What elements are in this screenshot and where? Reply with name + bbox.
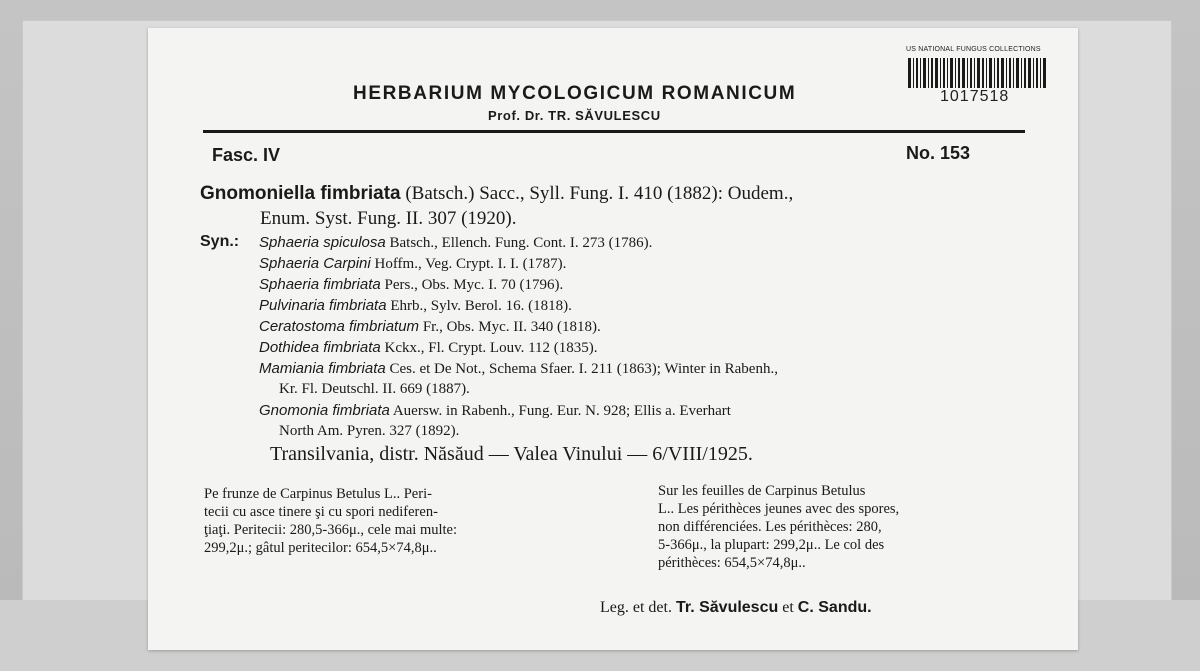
synonym-row [259,402,731,420]
synonym-ref: Kckx., Fl. Crypt. Louv. 112 (1835). [380,340,598,356]
barcode-header: US NATIONAL FUNGUS COLLECTIONS [906,46,1041,53]
specimen-number: No. 153 [906,143,971,163]
synonym-ref: Hoffm., Veg. Crypt. I. I. (1787). [370,256,567,272]
synonym-name: Mamiania fimbriata [259,360,386,377]
synonym-ref: Pers., Obs. Myc. I. 70 (1796). [380,277,564,293]
herbarium-title: HERBARIUM MYCOLOGICUM ROMANICUM [353,83,797,104]
synonym-continuation: Kr. Fl. Deutschl. II. 669 (1887). [279,381,470,397]
synonym-row [259,255,566,273]
description-line: Pe frunze de Carpinus Betulus L.. Peri- [204,486,432,502]
description-french [658,482,899,572]
fascicle-number: Fasc. IV [212,145,281,165]
synonym-ref: Batsch., Ellench. Fung. Cont. I. 273 (1786). [385,235,653,251]
description-line: ţiaţi. Peritecii: 280,5-366μ., cele mai multe: [204,522,457,538]
synonym-name: Pulvinaria fimbriata [259,297,387,314]
species-name: Gnomoniella fimbriata [200,183,401,204]
description-line: L.. Les périthèces jeunes avec des spores, [658,501,900,517]
barcode [908,58,1048,88]
synonym-row [259,297,572,315]
description-line: 5-366μ., la plupart: 299,2μ.. Le col des [658,537,885,553]
description-romanian [204,485,457,557]
herbarium-label [148,28,1078,650]
locality: Transilvania, distr. Năsăud — Valea Vinului — 6/VIII/1925. [270,443,753,465]
synonym-ref: Fr., Obs. Myc. II. 340 (1818). [419,319,601,335]
barcode-number: 1017518 [940,88,1010,105]
synonym-row [259,339,598,357]
synonym-name: Ceratostoma fimbriatum [259,318,420,335]
synonym-ref: Ehrb., Sylv. Berol. 16. (1818). [386,298,572,314]
synonym-name: Sphaeria fimbriata [259,276,381,293]
species-citation-1: (Batsch.) Sacc., Syll. Fung. I. 410 (1882): Oudem., [400,183,794,204]
synonym-name: Dothidea fimbriata [259,339,381,356]
synonym-row [259,360,778,378]
description-line: tecii cu asce tinere şi cu spori nediferen- [204,504,438,520]
synonym-continuation: North Am. Pyren. 327 (1892). [279,423,460,439]
synonym-name: Gnomonia fimbriata [259,402,390,419]
synonym-name: Sphaeria Carpini [259,255,371,272]
synonym-row [259,276,563,294]
header-rule [203,130,1025,133]
collector-2: C. Sandu. [797,599,872,616]
collector-1: Tr. Săvulescu [675,599,779,616]
legit-determinavit [600,599,872,617]
species-citation-2: Enum. Syst. Fung. II. 307 (1920). [260,208,517,229]
description-line: 299,2μ.; gâtul peritecilor: 654,5×74,8μ.. [204,540,437,556]
synonym-name: Sphaeria spiculosa [259,234,386,251]
description-line: non différenciées. Les périthèces: 280, [658,519,882,535]
species-citation [200,183,793,205]
synonym-row [259,234,652,252]
description-line: Sur les feuilles de Carpinus Betulus [658,483,866,499]
synonym-ref: Ces. et De Not., Schema Sfaer. I. 211 (1863); Winter in Rabenh., [385,361,778,377]
synonym-row [259,318,601,336]
legit-prefix: Leg. et det. [600,599,676,616]
legit-joiner: et [778,599,798,616]
description-line: périthèces: 654,5×74,8μ.. [658,555,806,571]
synonyms-label: Syn.: [200,233,240,250]
herbarium-subtitle: Prof. Dr. TR. SĂVULESCU [488,108,661,123]
synonym-ref: Auersw. in Rabenh., Fung. Eur. N. 928; Ellis a. Everhart [389,403,731,419]
